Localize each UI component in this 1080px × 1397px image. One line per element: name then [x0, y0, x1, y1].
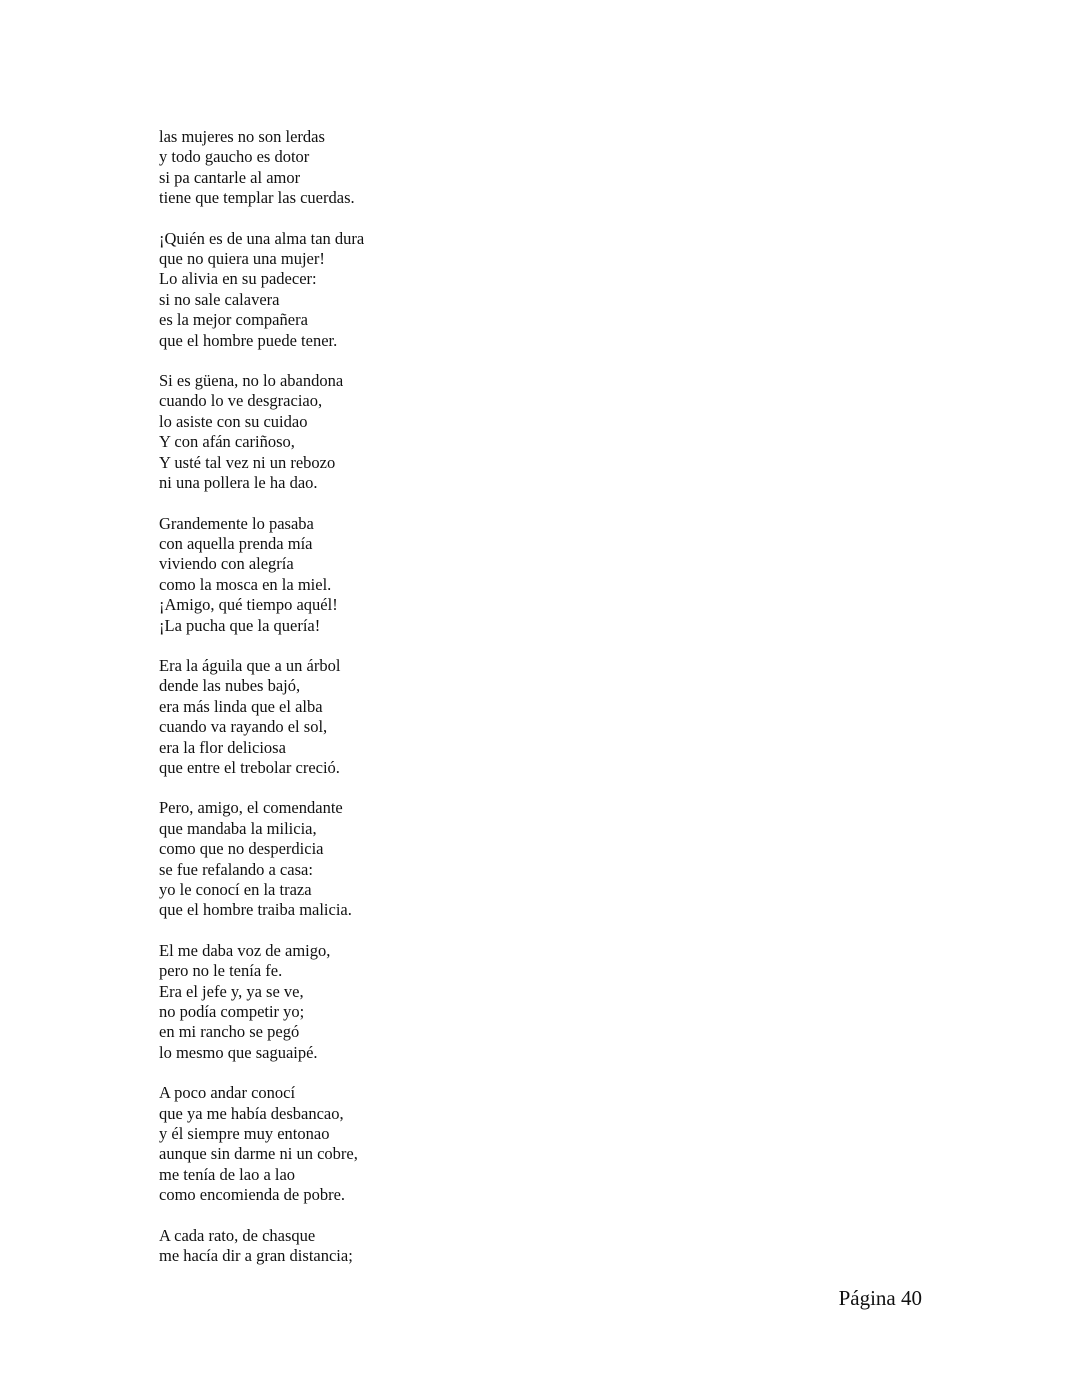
stanza [159, 371, 679, 493]
stanza [159, 1226, 679, 1267]
verse-line: yo le conocí en la traza [159, 880, 312, 899]
verse-line: era la flor deliciosa [159, 737, 286, 757]
verse-line: ¡La pucha que la quería! [159, 615, 321, 635]
stanza [159, 127, 679, 209]
verse-line: A poco andar conocí [159, 1083, 296, 1103]
stanza [159, 514, 679, 636]
verse-line: que no quiera una mujer! [159, 249, 325, 269]
verse-line: si no sale calavera [159, 289, 280, 309]
verse-line: Lo alivia en su padecer: [159, 269, 317, 289]
verse-line: viviendo con alegría [159, 554, 294, 574]
stanza [159, 798, 679, 920]
stanza [159, 1083, 679, 1205]
verse-line: en mi rancho se pegó [159, 1022, 300, 1042]
verse-line: Si es güena, no lo abandona [159, 371, 344, 391]
verse-line: Y con afán cariñoso, [159, 432, 295, 452]
verse-line: tiene que templar las cuerdas. [159, 188, 355, 208]
verse-line: me tenía de lao a lao [159, 1164, 296, 1184]
verse-line: y él siempre muy entonao [159, 1124, 330, 1144]
stanza [159, 941, 679, 1063]
verse-line: ¡Quién es de una alma tan dura [159, 228, 365, 248]
verse-line: las mujeres no son lerdas [159, 127, 325, 146]
verse-line: aunque sin darme ni un cobre, [159, 1144, 358, 1164]
verse-line: y todo gaucho es dotor [159, 147, 310, 167]
poem-text [159, 127, 679, 1287]
stanza [159, 656, 679, 778]
verse-line: se fue refalando a casa: [159, 859, 313, 879]
verse-line: El me daba voz de amigo, [159, 940, 331, 960]
verse-line: Era la águila que a un árbol [159, 655, 341, 675]
verse-line: como que no desperdicia [159, 839, 324, 859]
verse-line: Pero, amigo, el comendante [159, 798, 343, 818]
verse-line: A cada rato, de chasque [159, 1225, 316, 1245]
verse-line: me hacía dir a gran distancia; [159, 1246, 353, 1266]
verse-line: Y usté tal vez ni un rebozo [159, 452, 336, 472]
verse-line: no podía competir yo; [159, 1002, 305, 1022]
verse-line: lo asiste con su cuidao [159, 411, 308, 431]
verse-line: era más linda que el alba [159, 696, 323, 716]
verse-line: Era el jefe y, ya se ve, [159, 981, 304, 1001]
verse-line: que mandaba la milicia, [159, 818, 317, 838]
verse-line: es la mejor compañera [159, 310, 308, 330]
verse-line: dende las nubes bajó, [159, 676, 301, 696]
verse-line: como encomienda de pobre. [159, 1185, 346, 1205]
verse-line: Grandemente lo pasaba [159, 513, 314, 533]
verse-line: ¡Amigo, qué tiempo aquél! [159, 595, 338, 615]
verse-line: que el hombre traiba malicia. [159, 900, 352, 920]
verse-line: con aquella prenda mía [159, 533, 313, 553]
verse-line: ni una pollera le ha dao. [159, 473, 318, 493]
verse-line: cuando lo ve desgraciao, [159, 391, 323, 411]
verse-line: que ya me había desbancao, [159, 1103, 344, 1123]
verse-line: que entre el trebolar creció. [159, 757, 340, 777]
verse-line: cuando va rayando el sol, [159, 717, 328, 737]
stanza [159, 229, 679, 351]
page-number: Página 40 [838, 1286, 922, 1310]
verse-line: que el hombre puede tener. [159, 330, 338, 350]
verse-line: pero no le tenía fe. [159, 961, 283, 981]
verse-line: como la mosca en la miel. [159, 574, 332, 594]
verse-line: si pa cantarle al amor [159, 167, 301, 187]
verse-line: lo mesmo que saguaipé. [159, 1042, 318, 1062]
